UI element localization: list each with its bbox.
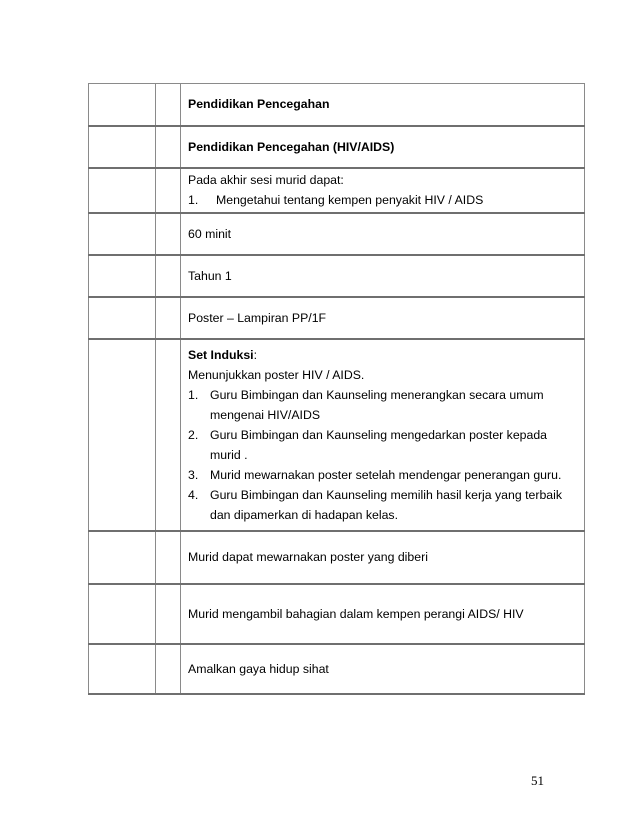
materials-cell: Poster – Lampiran PP/1F (181, 297, 585, 339)
row-label-cell (89, 168, 156, 213)
activity-step-number: 1. (188, 387, 199, 402)
activity-step-text: Guru Bimbingan dan Kaunseling menerangkan secara umum (210, 387, 544, 402)
table-row (89, 126, 585, 168)
row-spacer-cell (156, 126, 181, 168)
objective-intro: Pada akhir sesi murid dapat: (188, 173, 344, 187)
year-cell: Tahun 1 (181, 255, 585, 297)
row-label-cell (89, 644, 156, 694)
activity-step-number: 2. (188, 427, 199, 442)
row-spacer-cell (156, 84, 181, 126)
objective-item (188, 190, 578, 210)
activity-step (188, 485, 578, 505)
activity-step (188, 385, 578, 405)
row-spacer-cell (156, 531, 181, 584)
activity-step-continuation: murid . (210, 447, 248, 462)
row-spacer-cell (156, 168, 181, 213)
activity-intro: Menunjukkan poster HIV / AIDS. (188, 367, 365, 382)
table-row (89, 531, 585, 584)
objective-cell (181, 168, 585, 213)
assessment-cell: Murid dapat mewarnakan poster yang diberi (181, 531, 585, 584)
row-label-cell (89, 255, 156, 297)
table-row (89, 84, 585, 126)
activity-step (188, 465, 578, 485)
row-spacer-cell (156, 213, 181, 255)
activity-step-number: 3. (188, 467, 199, 482)
table-row (89, 168, 585, 213)
row-label-cell (89, 531, 156, 584)
table-row (89, 339, 585, 531)
table-row (89, 255, 585, 297)
row-label-cell (89, 297, 156, 339)
row-label-cell (89, 339, 156, 531)
duration-cell: 60 minit (181, 213, 585, 255)
activity-step-number: 4. (188, 487, 199, 502)
activity-heading: Set Induksi (188, 347, 254, 362)
activity-step-text: Guru Bimbingan dan Kaunseling mengedarkan poster kepada (210, 427, 548, 442)
row-spacer-cell (156, 297, 181, 339)
objective-item-text: Mengetahui tentang kempen penyakit HIV / AIDS (216, 193, 484, 207)
title-cell: Pendidikan Pencegahan (HIV/AIDS) (181, 126, 585, 168)
activity-step-text: Guru Bimbingan dan Kaunseling memilih hasil kerja yang terbaik (210, 487, 563, 502)
row-label-cell (89, 213, 156, 255)
activity-heading-colon: : (253, 347, 258, 362)
values-cell: Amalkan gaya hidup sihat (181, 644, 585, 694)
table-row (89, 644, 585, 694)
activity-step-text: Murid mewarnakan poster setelah mendengar penerangan guru. (210, 467, 562, 482)
row-label-cell (89, 584, 156, 644)
enrichment-cell: Murid mengambil bahagian dalam kempen perangi AIDS/ HIV (181, 584, 585, 644)
row-label-cell (89, 126, 156, 168)
activity-step-continuation: mengenai HIV/AIDS (210, 407, 321, 422)
activity-heading-line (188, 345, 578, 365)
row-spacer-cell (156, 584, 181, 644)
subject-cell: Pendidikan Pencegahan (181, 84, 585, 126)
row-spacer-cell (156, 255, 181, 297)
activity-step-continuation: dan dipamerkan di hadapan kelas. (210, 507, 399, 522)
table-row (89, 213, 585, 255)
lesson-plan-table (88, 83, 585, 695)
row-spacer-cell (156, 339, 181, 531)
activity-step (188, 425, 578, 445)
row-label-cell (89, 84, 156, 126)
row-spacer-cell (156, 644, 181, 694)
table-row (89, 297, 585, 339)
table-row (89, 584, 585, 644)
objective-item-number: 1. (188, 193, 199, 207)
page-number: 51 (531, 773, 544, 788)
activity-cell (181, 339, 585, 531)
